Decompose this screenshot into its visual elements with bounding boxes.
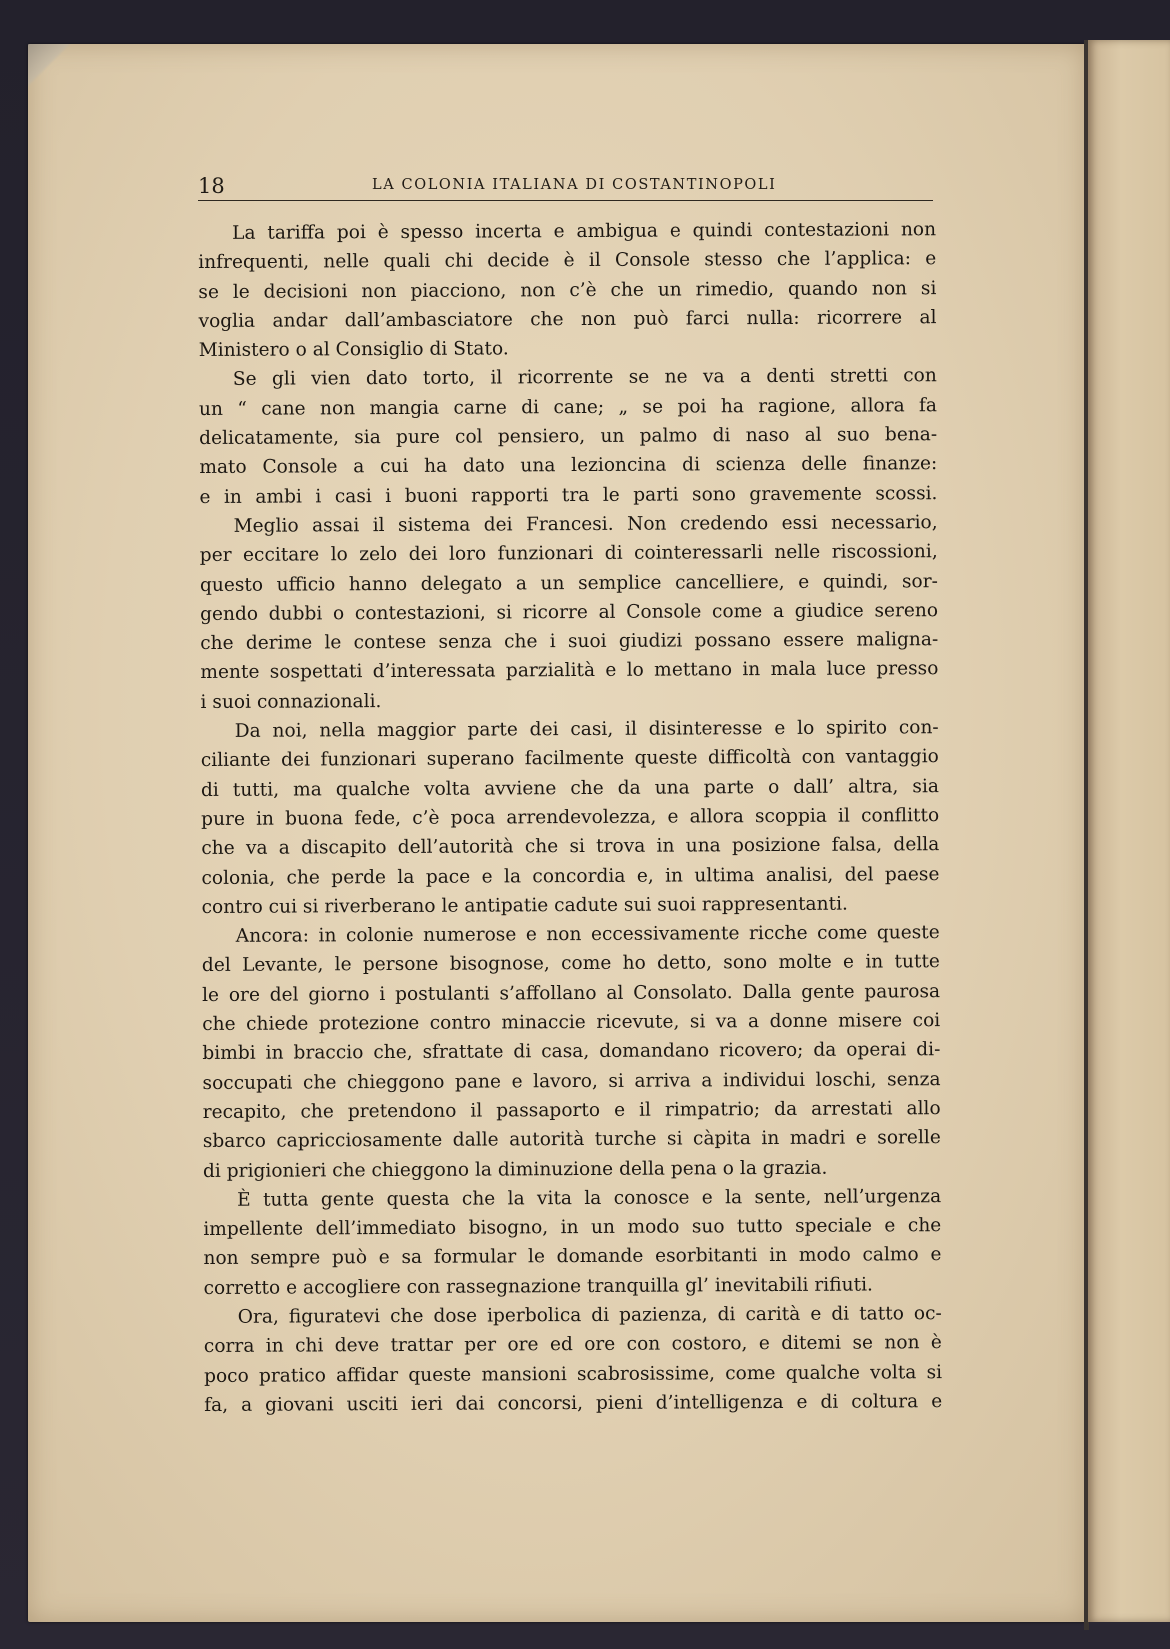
text-line: le ore del giorno i postulanti s’affollano al Consolato. Dalla gente paurosa (202, 980, 941, 1006)
text-line: un “ cane non mangia carne di cane; „ se poi ha ragione, allora fa (198, 394, 938, 420)
text-line: Meglio assai il sistema dei Francesi. Non credendo essi necessario, (233, 512, 938, 537)
text-line: non sempre può e sa formular le domande esorbitanti in modo calmo e (203, 1244, 942, 1270)
running-title: LA COLONIA ITALIANA DI COSTANTINOPOLI (372, 177, 777, 193)
text-line: contro cui si riverberano le antipatie cadute sui suoi rappresentanti. (201, 893, 848, 918)
text-line: mato Console a cui ha dato una lezioncina di scienza delle finanze: (199, 453, 938, 479)
text-line: recapito, che pretendono il passaporto e il rimpatrio; da arrestati allo (202, 1098, 941, 1123)
text-line: di tutti, ma qualche volta avviene che da una parte o dall’ altra, sia (200, 775, 940, 801)
text-line: fa, a giovani usciti ieri dai concorsi, pieni d’intelligenza e di coltura e (204, 1390, 943, 1416)
text-line: Da noi, nella maggior parte dei casi, il disinteresse e lo spirito con- (234, 717, 939, 742)
text-line: infrequenti, nelle quali chi decide è il Console stesso che l’applica: e (198, 248, 937, 274)
text-line: soccupati che chieggono pane e lavoro, si arriva a individui loschi, senza (202, 1068, 941, 1094)
text-line: i suoi connazionali. (200, 690, 382, 713)
text-line: Ministero o al Consiglio di Stato. (198, 338, 509, 362)
text-line: che chiede protezione contro minaccie ricevute, si va a donne misere coi (202, 1010, 941, 1036)
body-text (198, 215, 942, 1420)
text-line: che derime le contese senza che i suoi giudizi possano essere maligna- (200, 629, 939, 655)
text-line: gendo dubbi o contestazioni, si ricorre al Console come a giudice sereno (200, 599, 939, 625)
text-line: se le decisioni non piacciono, non c’è che un rimedio, quando non si (198, 277, 937, 303)
text-line: bimbi in braccio che, sfrattate di casa, domandano ricovero; da operai di- (202, 1039, 941, 1065)
text-line: pure in buona fede, c’è poca arrendevolezza, e allora scoppia il conflitto (201, 805, 940, 830)
text-line: ciliante dei funzionari superano facilmente queste difficoltà con vantaggio (200, 746, 939, 772)
text-line: che va a discapito dell’autorità che si trova in una posizione falsa, della (201, 834, 940, 860)
text-line: Ancora: in colonie numerose e non eccessivamente ricche come queste (235, 922, 940, 947)
text-line: questo ufficio hanno delegato a un semplice cancelliere, e quindi, sor- (199, 570, 938, 596)
text-line: mente sospettati d’interessata parzialità e lo mettano in mala luce presso (200, 658, 939, 684)
text-line: poco pratico affidar queste mansioni scabrosissime, come qualche volta si (204, 1361, 943, 1387)
text-line: Ora, figuratevi che dose iperbolica di pazienza, di carità e di tatto oc- (237, 1303, 942, 1328)
facing-page-edge (1088, 40, 1170, 1622)
text-line: La tariffa poi è spesso incerta e ambigua e quindi contestazioni non (232, 219, 937, 244)
text-line: impellente dell’immediato bisogno, in un modo suo tutto speciale e che (203, 1215, 942, 1241)
text-line: colonia, che perde la pace e la concordia e, in ultima analisi, del paese (201, 863, 940, 889)
text-line: sbarco capricciosamente dalle autorità turche si càpita in madri e sorelle (202, 1127, 941, 1153)
text-line: e in ambi i casi i buoni rapporti tra le parti sono gravemente scossi. (199, 482, 938, 508)
text-line: per eccitare lo zelo dei loro funzionari di cointeressarli nelle riscossioni, (199, 541, 938, 567)
text-line: corretto e accogliere con rassegnazione tranquilla gl’ inevitabili rifiuti. (203, 1274, 873, 1299)
text-line: delicatamente, sia pure col pensiero, un palmo di naso al suo bena- (199, 424, 938, 450)
page-number: 18 (198, 174, 225, 198)
text-line: voglia andar dall’ambasciatore che non può farci nulla: ricorrere al (198, 307, 937, 332)
text-line: corra in chi deve trattar per ore ed ore con costoro, e ditemi se non è (203, 1332, 942, 1358)
page-header (198, 172, 933, 201)
text-line: di prigionieri che chieggono la diminuzione della pena o la grazia. (202, 1157, 828, 1182)
text-line: Se gli vien dato torto, il ricorrente se ne va a denti stretti con (232, 365, 937, 391)
text-line: del Levante, le persone bisognose, come ho detto, sono molte e in tutte (201, 951, 940, 977)
text-line: È tutta gente questa che la vita la conosce e la sente, nell’urgenza (237, 1185, 942, 1211)
